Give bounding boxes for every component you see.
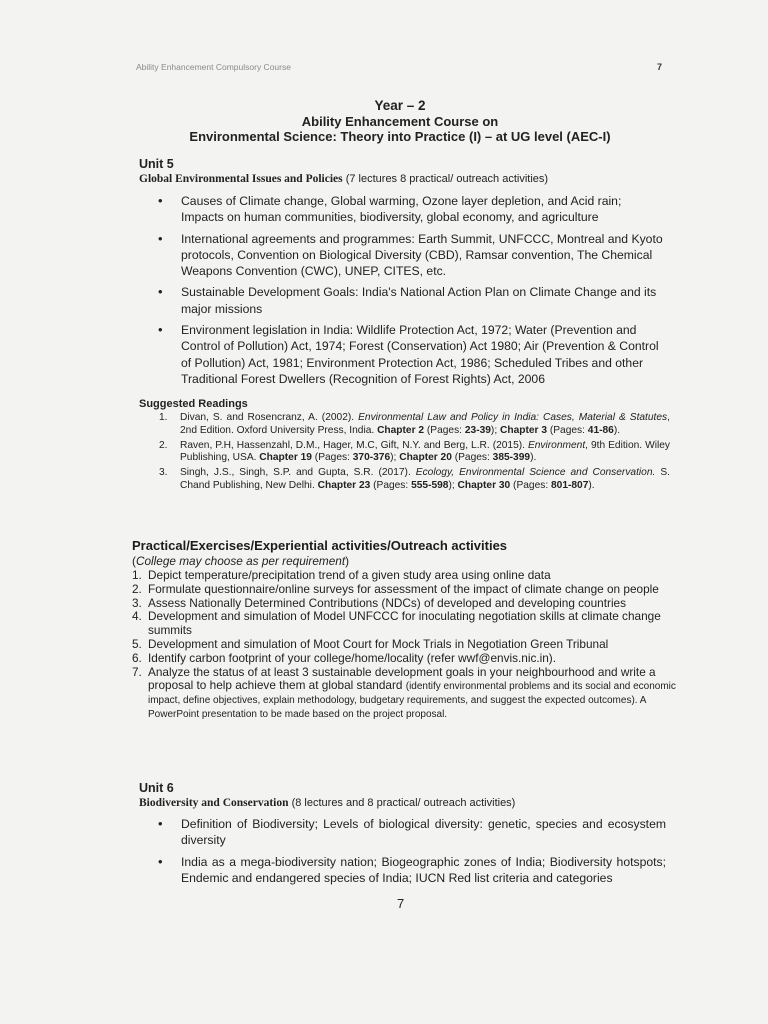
suggested-readings-heading: Suggested Readings xyxy=(139,398,248,410)
running-header-page-number: 7 xyxy=(656,62,662,72)
unit-5-bullet-list xyxy=(156,193,666,392)
item-text: Development and simulation of Moot Court for Mock Trials in Negotiation Green Tribunal xyxy=(148,636,609,651)
unit-6-heading: Unit 6 xyxy=(139,781,174,795)
reading-publisher: S. Chand Publishing, New Delhi. xyxy=(180,467,670,491)
reading-title: Environmental Law and Policy in India: Cases, Material & Statutes xyxy=(358,412,668,423)
list-item xyxy=(132,597,677,611)
list-item xyxy=(132,610,677,638)
unit-5-topic-title: Global Environmental Issues and Policies xyxy=(139,173,343,185)
reading-pages-label: (Pages: xyxy=(426,424,463,436)
reading-pages-suffix: ). xyxy=(530,452,537,464)
unit-5-topic-note: (7 lectures 8 practical/ outreach activities) xyxy=(345,173,549,185)
list-item xyxy=(132,638,677,652)
list-item: • India as a mega-biodiversity nation; Biogeographic zones of India; Biodiversity hotspots; Endemic and endangered species of India; IUCN Red list criteria and categories xyxy=(156,854,666,887)
item-text: Assess Nationally Determined Contributions (NDCs) of developed and developing countries xyxy=(148,595,627,610)
item-detail-text: (identify environmental problems and its social and economic impact, define objectives, explain methodology, budgetary requirements, and suggest the expected outcomes). A PowerPoint presentation to be made based on the project proposal. xyxy=(148,681,676,721)
unit-6-topic-note: (8 lectures and 8 practical/ outreach activities) xyxy=(291,797,516,809)
reading-pages-suffix: ); xyxy=(390,452,397,464)
page-number: 7 xyxy=(397,896,405,911)
reading-pages-label: (Pages: xyxy=(549,424,585,436)
reading-pages-label: (Pages: xyxy=(513,479,549,491)
reading-pages: 370-376 xyxy=(352,452,391,464)
reading-pages-label: (Pages: xyxy=(314,452,350,464)
reading-title: Environment xyxy=(527,439,586,451)
list-item: • Environment legislation in India: Wildlife Protection Act, 1972; Water (Prevention and Control of Pollution) Act, 1974; Forest (Conservation) Act 1980; Air (Prevention & Control of Pollution) Act, 1981; Environment Protection Act, 1986; Scheduled Tribes and other Traditional Forest Dwellers (Recognition of Forest Rights) Act, 2006 xyxy=(156,322,666,387)
reading-chapter: Chapter 2 xyxy=(377,424,425,436)
unit-6-topic xyxy=(139,797,515,809)
reading-chapter: Chapter 23 xyxy=(317,479,371,491)
reading-pages: 555-598 xyxy=(411,479,449,491)
running-header-course: Ability Enhancement Compulsory Course xyxy=(136,62,291,72)
reading-chapter: Chapter 3 xyxy=(500,424,547,436)
practical-note-text: College may choose as per requirement xyxy=(135,554,346,568)
list-item xyxy=(132,569,677,583)
reading-chapter: Chapter 30 xyxy=(457,479,511,491)
unit-6-topic-title: Biodiversity and Conservation xyxy=(139,797,289,809)
running-header xyxy=(136,62,666,72)
reading-item xyxy=(142,467,670,493)
reading-publisher: , 9th Edition. Wiley Publishing, USA. xyxy=(180,439,670,464)
reading-pages: 385-399 xyxy=(492,452,531,464)
reading-pages: 23-39 xyxy=(464,424,491,436)
reading-pages: 41-86 xyxy=(587,424,614,436)
reading-authors: Divan, S. and Rosencranz, A. (2002). xyxy=(180,412,355,423)
item-text: Development and simulation of Model UNFCCC for inoculating negotiation skills at climate change summits xyxy=(148,609,661,638)
title-year: Year – 2 xyxy=(374,98,426,113)
reading-chapter: Chapter 19 xyxy=(259,452,312,464)
item-number: 4. xyxy=(132,609,142,624)
item-number: 3. xyxy=(132,595,142,610)
reading-pages: 801-807 xyxy=(551,479,589,491)
reading-number: 1. xyxy=(159,412,168,423)
title-line-2: Environmental Science: Theory into Practice (I) – at UG level (AEC-I) xyxy=(189,129,611,144)
item-number: 7. xyxy=(132,664,142,679)
reading-number: 3. xyxy=(159,467,168,479)
item-number: 1. xyxy=(132,568,142,582)
practical-activities-list xyxy=(132,569,677,721)
reading-pages-suffix: ). xyxy=(588,479,595,491)
list-item: • Causes of Climate change, Global warming, Ozone layer depletion, and Acid rain; Impacts on human communities, biodiversity, global economy, and agriculture xyxy=(156,193,666,226)
reading-chapter: Chapter 20 xyxy=(399,452,452,464)
list-item xyxy=(132,652,677,666)
list-item: • International agreements and programmes: Earth Summit, UNFCCC, Montreal and Kyoto protocols, Convention on Biological Diversity (CBD), Ramsar convention, The Chemical Weapons Convention (CWC), UNEP, CITES, etc. xyxy=(156,231,666,280)
item-text: Formulate questionnaire/online surveys for assessment of the impact of climate change on people xyxy=(148,581,659,596)
reading-authors: Singh, J.S., Singh, S.P. and Gupta, S.R. (2017). xyxy=(180,467,411,479)
item-text: Identify carbon footprint of your college/home/locality (refer wwf@envis.nic.in). xyxy=(148,650,557,665)
item-number: 5. xyxy=(132,636,142,651)
practical-heading: Practical/Exercises/Experiential activities/Outreach activities xyxy=(132,538,508,553)
list-item xyxy=(132,583,677,597)
suggested-readings-list xyxy=(142,412,670,495)
reading-number: 2. xyxy=(159,439,168,451)
unit-5-topic xyxy=(139,173,548,185)
reading-authors: Raven, P.H, Hassenzahl, D.M., Hager, M.C, Gift, N.Y. and Berg, L.R. (2015). xyxy=(180,439,525,451)
reading-pages-suffix: ); xyxy=(490,424,498,436)
list-item: • Definition of Biodiversity; Levels of biological diversity: genetic, species and ecosystem diversity xyxy=(156,816,666,849)
reading-title: Ecology, Environmental Science and Conservation. xyxy=(415,467,656,479)
reading-pages-label: (Pages: xyxy=(454,452,490,464)
item-number: 6. xyxy=(132,650,142,665)
title-line-1: Ability Enhancement Course on xyxy=(301,114,499,129)
reading-publisher: , 2nd Edition. Oxford University Press, India. xyxy=(180,412,670,436)
item-number: 2. xyxy=(132,581,142,596)
unit-5-heading: Unit 5 xyxy=(139,157,174,171)
reading-pages-suffix: ). xyxy=(613,424,621,436)
list-item: • Sustainable Development Goals: India's National Action Plan on Climate Change and its major missions xyxy=(156,284,666,317)
reading-item xyxy=(142,412,670,438)
reading-item xyxy=(142,440,670,466)
list-item xyxy=(132,666,677,722)
item-text: Analyze the status of at least 3 sustainable development goals in your neighbourhood and write a proposal to help achieve them at global standard xyxy=(148,664,656,693)
unit-6-bullet-list xyxy=(156,816,666,891)
document-title xyxy=(130,98,670,144)
reading-pages-label: (Pages: xyxy=(373,479,409,491)
reading-pages-suffix: ); xyxy=(448,479,455,491)
item-text: Depict temperature/precipitation trend of a given study area using online data xyxy=(148,568,551,582)
practical-note: (College may choose as per requirement) xyxy=(132,554,350,568)
